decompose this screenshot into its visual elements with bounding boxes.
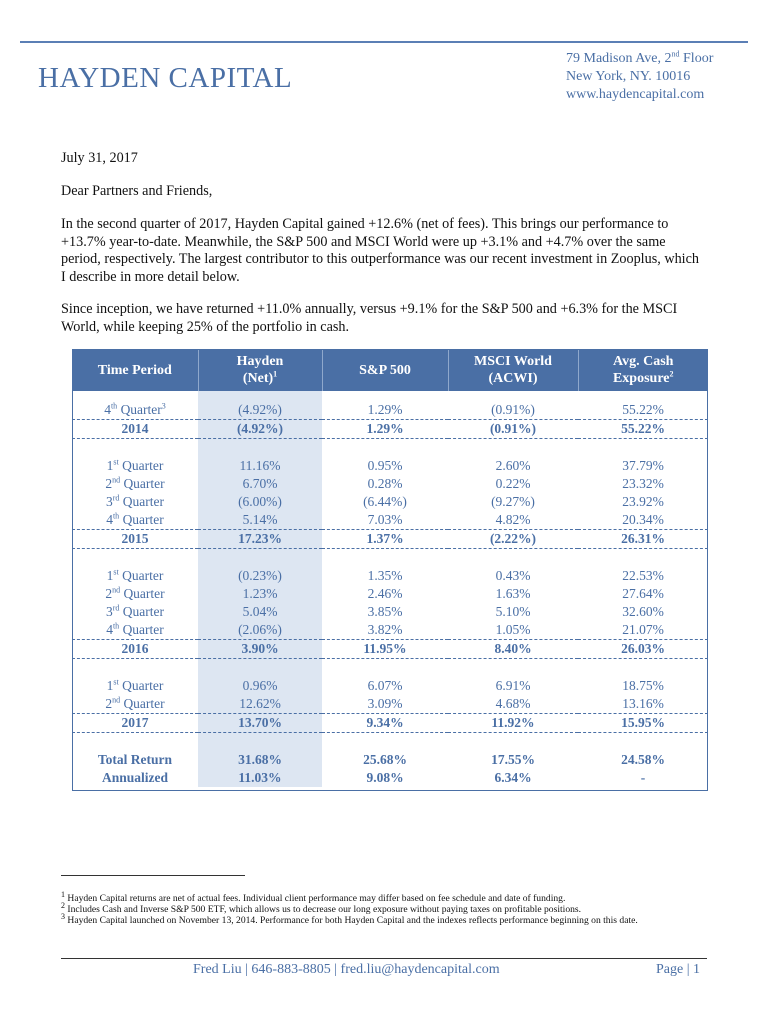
year-total-row (72, 420, 708, 439)
cash-cell: 21.07% (578, 621, 708, 640)
hayden-cell: 12.62% (198, 695, 322, 714)
sp-cell: 6.07% (367, 678, 403, 693)
header-cash: Avg. Cash Exposure$^2$ (578, 349, 708, 391)
letter-salutation: Dear Partners and Friends, (61, 183, 213, 199)
period-cell: 3rd Quarter (105, 493, 165, 509)
msci-cell: 0.43% (495, 568, 531, 583)
msci-cell: 6.34% (494, 770, 532, 785)
letter-paragraph-2: Since inception, we have returned +11.0% annually, versus +9.1% for the S&P 500 and +6.3% for the MSCI World, while keeping 25% of the portfolio in cash. (61, 301, 678, 335)
hayden-cell: 5.14% (198, 511, 322, 530)
footnote-1: $^1$ Hayden Capital returns are net of actual fees. Individual client performance may differ based on fee schedule and date of funding. (61, 889, 566, 904)
msci-cell: 4.82% (448, 511, 578, 530)
sp-cell: 25.68% (363, 752, 407, 767)
table-row (72, 603, 708, 621)
sp-cell: 7.03% (322, 511, 448, 530)
cash-cell: 37.79% (622, 458, 664, 473)
table-row (72, 401, 708, 420)
sp-cell: 1.35% (367, 568, 403, 583)
period-cell: 2016 (72, 640, 198, 659)
year-total-row (72, 714, 708, 733)
period-cell: 2nd Quarter (72, 695, 198, 714)
msci-cell: 8.40% (448, 640, 578, 659)
table-row (72, 695, 708, 714)
hayden-cell: 6.70% (198, 475, 322, 493)
letter-paragraph-1: In the second quarter of 2017, Hayden Capital gained +12.6% (net of fees). This brings our performance to +13.7% year-to-date. Meanwhile, the S&P 500 and MSCI World were up +3.1% and +4.7% over the same period, respectively. The largest contributor to this outperformance was our recent investment in Zooplus, which I describe in more detail below. (61, 216, 699, 285)
msci-cell: 11.92% (448, 714, 578, 733)
company-address (566, 50, 713, 104)
cash-cell: 32.60% (622, 604, 664, 619)
hayden-cell: 11.03% (198, 769, 322, 787)
footnote-rule (61, 875, 245, 876)
period-cell: 2nd Quarter (105, 475, 165, 491)
msci-cell: 5.10% (495, 604, 531, 619)
cash-cell: 55.22% (578, 401, 708, 420)
msci-cell: 1.05% (448, 621, 578, 640)
company-logo: HAYDEN CAPITAL (38, 62, 293, 94)
cash-cell: - (640, 770, 646, 785)
table-row (72, 493, 708, 511)
hayden-cell: 11.16% (198, 457, 322, 475)
cash-cell: 24.58% (621, 752, 665, 767)
footer-rule (61, 958, 707, 959)
cash-cell: 18.75% (622, 678, 664, 693)
page-number: Page | 1 (656, 962, 701, 977)
header-msci: MSCI World (ACWI) (448, 349, 578, 391)
table-header-row (72, 349, 708, 391)
sp-cell: 11.95% (322, 640, 448, 659)
msci-cell: 1.63% (495, 586, 531, 601)
cash-cell: 55.22% (578, 420, 708, 439)
footnote-2: $^2$ Includes Cash and Inverse S&P 500 ETF, which allows us to decrease our long exposure without paying taxes on profitable positions. (61, 901, 582, 916)
hayden-cell: 3.90% (198, 640, 322, 659)
period-cell: 1st Quarter (106, 567, 164, 583)
hayden-cell: 31.68% (198, 751, 322, 769)
period-cell: Annualized (101, 770, 169, 785)
cash-cell: 27.64% (622, 586, 664, 601)
footnote-3: $^3$ Hayden Capital launched on November 13, 2014. Performance for both Hayden Capital and the indexes reflects performance beginning on this date. (61, 912, 638, 927)
header-time-period: Time Period (72, 349, 198, 391)
msci-cell: (2.22%) (448, 530, 578, 549)
hayden-cell: (6.00%) (198, 493, 322, 511)
header-hayden: Hayden (Net)$^1$ (198, 349, 322, 391)
period-cell: 2nd Quarter (105, 585, 165, 601)
hayden-cell: 5.04% (198, 603, 322, 621)
hayden-cell: (4.92%) (198, 401, 322, 420)
hayden-cell: 1.23% (198, 585, 322, 603)
msci-cell: 6.91% (495, 678, 531, 693)
sp-cell: 0.95% (367, 458, 403, 473)
sp-cell: 2.46% (367, 586, 403, 601)
sp-cell: 3.09% (322, 695, 448, 714)
cash-cell: 20.34% (578, 511, 708, 530)
website-link[interactable]: www.haydencapital.com (566, 87, 705, 102)
msci-cell: 0.22% (495, 476, 531, 491)
period-cell: 2017 (72, 714, 198, 733)
cash-cell: 26.03% (578, 640, 708, 659)
msci-cell: (0.91%) (448, 401, 578, 420)
period-cell: 1st Quarter (106, 457, 164, 473)
sp-cell: 1.29% (322, 420, 448, 439)
letter-date: July 31, 2017 (61, 150, 138, 166)
period-cell: 4th Quarter (72, 511, 198, 530)
period-cell: 2015 (72, 530, 198, 549)
performance-table (72, 349, 708, 787)
cash-cell: 22.53% (622, 568, 664, 583)
hayden-cell: 0.96% (198, 677, 322, 695)
table-row (72, 621, 708, 640)
msci-cell: (9.27%) (491, 494, 535, 509)
header-rule (20, 41, 748, 43)
table-row (72, 475, 708, 493)
msci-cell: (0.91%) (448, 420, 578, 439)
header-sp500: S&P 500 (322, 349, 448, 391)
table-row (72, 585, 708, 603)
table-row (72, 457, 708, 475)
cash-cell: 15.95% (578, 714, 708, 733)
period-cell: 2014 (72, 420, 198, 439)
address-line-1: 79 Madison Ave, 2nd Floor (566, 49, 714, 66)
table-row (72, 567, 708, 585)
table-row (72, 511, 708, 530)
cash-cell: 26.31% (578, 530, 708, 549)
year-total-row (72, 530, 708, 549)
period-cell: 1st Quarter (106, 677, 164, 693)
cash-cell: 23.32% (622, 476, 664, 491)
summary-row (72, 751, 708, 769)
sp-cell: (6.44%) (363, 494, 407, 509)
msci-cell: 17.55% (491, 752, 535, 767)
period-cell: 4th Quarter$^3$ (72, 401, 198, 420)
hayden-cell: 13.70% (198, 714, 322, 733)
period-cell: Total Return (97, 752, 173, 767)
cash-cell: 13.16% (578, 695, 708, 714)
msci-cell: 4.68% (448, 695, 578, 714)
hayden-cell: 17.23% (198, 530, 322, 549)
hayden-cell: (2.06%) (198, 621, 322, 640)
sp-cell: 0.28% (367, 476, 403, 491)
sp-cell: 1.29% (322, 401, 448, 420)
period-cell: 3rd Quarter (105, 603, 165, 619)
table-row (72, 677, 708, 695)
footnotes (61, 889, 711, 927)
cash-cell: 23.92% (622, 494, 664, 509)
sp-cell: 9.08% (366, 770, 404, 785)
sp-cell: 3.82% (322, 621, 448, 640)
hayden-cell: (0.23%) (198, 567, 322, 585)
hayden-cell: (4.92%) (198, 420, 322, 439)
year-total-row (72, 640, 708, 659)
summary-row (72, 769, 708, 787)
footer-contact: Fred Liu | 646-883-8805 | fred.liu@haydencapital.com (193, 962, 500, 977)
msci-cell: 2.60% (495, 458, 531, 473)
sp-cell: 1.37% (322, 530, 448, 549)
sp-cell: 9.34% (322, 714, 448, 733)
period-cell: 4th Quarter (72, 621, 198, 640)
sp-cell: 3.85% (367, 604, 403, 619)
address-line-2: New York, NY. 10016 (566, 69, 691, 84)
